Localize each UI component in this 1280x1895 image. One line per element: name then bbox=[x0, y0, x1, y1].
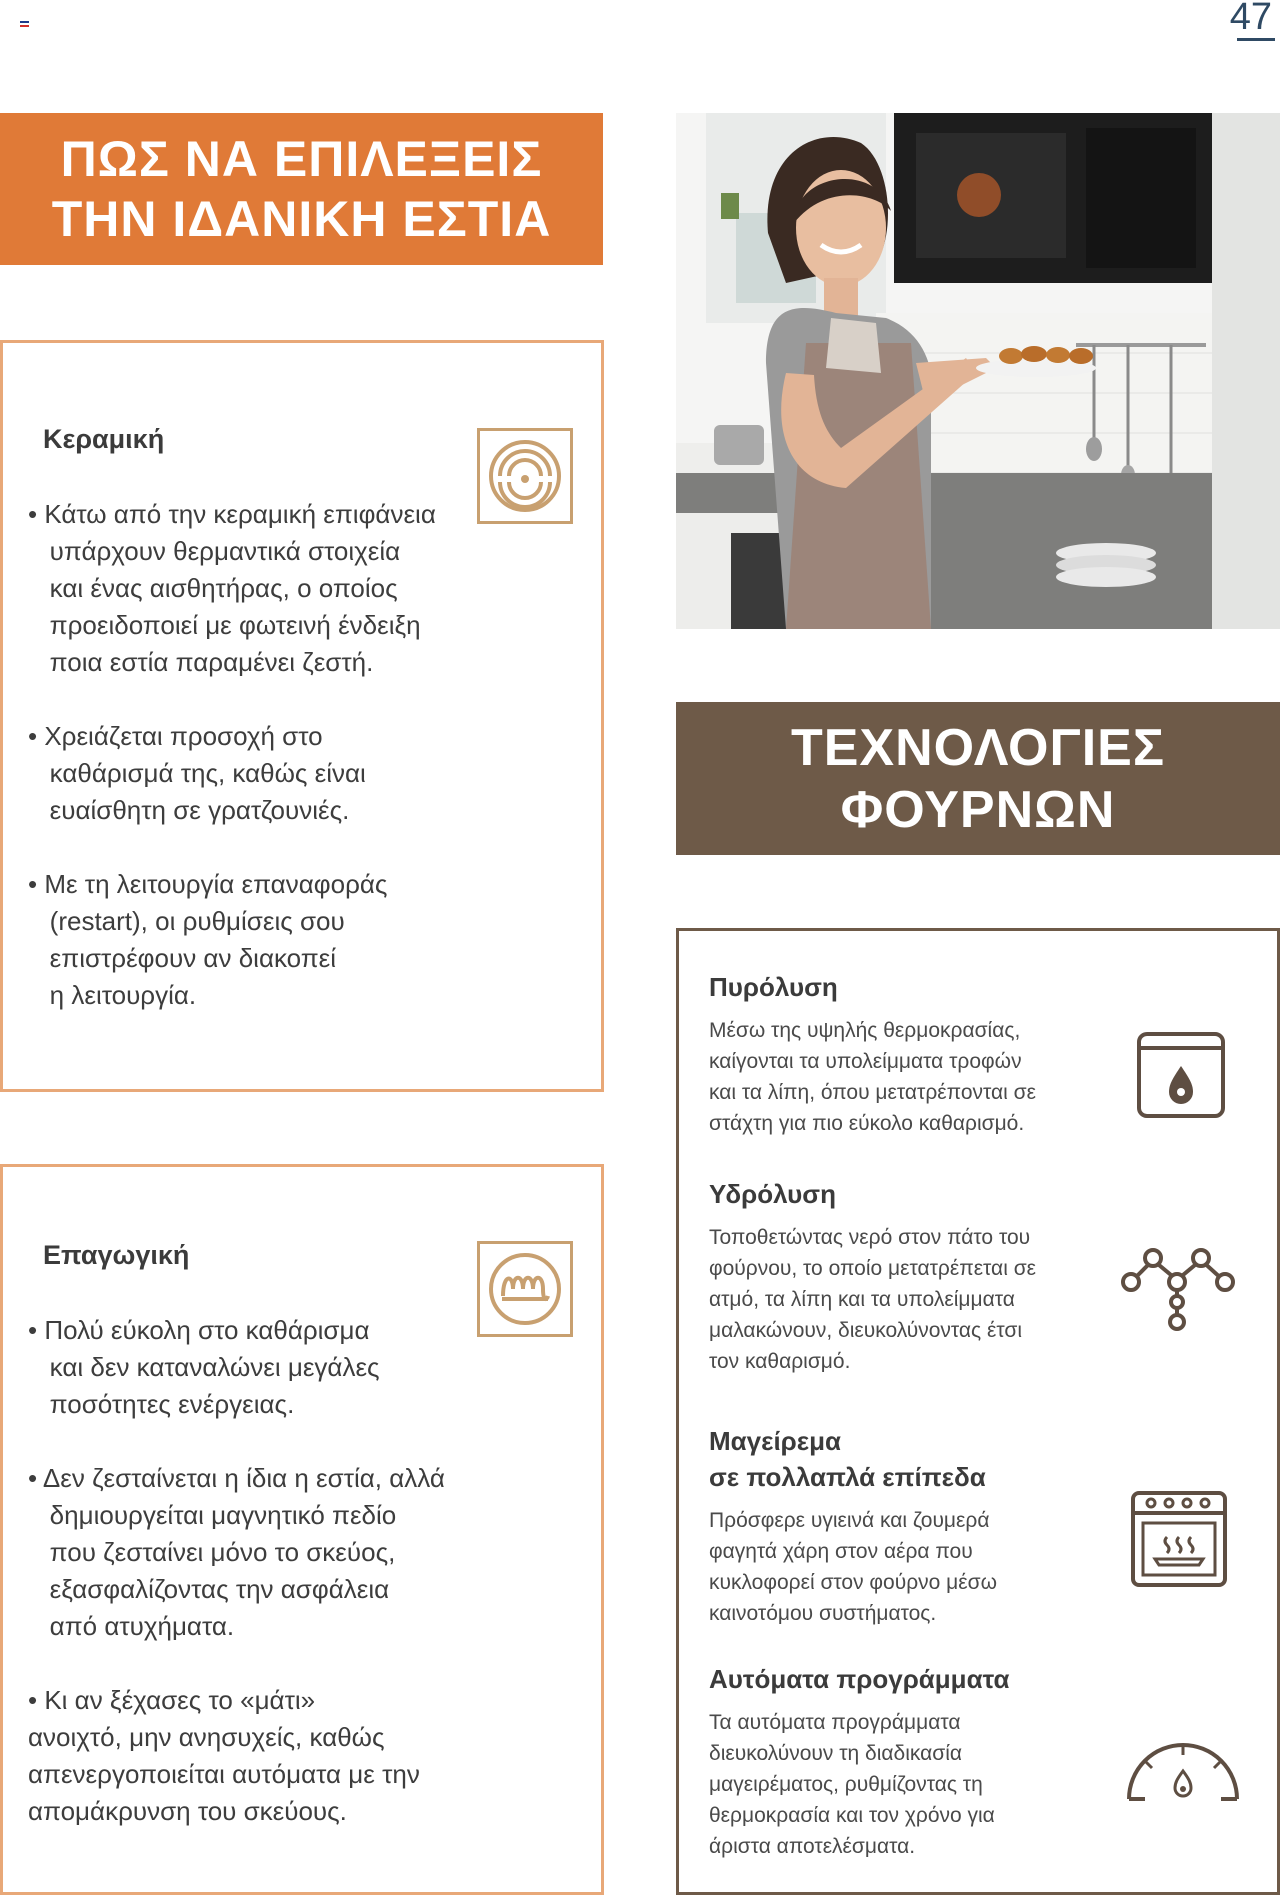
oven-flame-icon bbox=[1135, 1030, 1227, 1122]
oven-tech-card bbox=[676, 928, 1280, 1895]
oven-steam-icon bbox=[1129, 1489, 1229, 1589]
ceramic-hob-icon bbox=[477, 428, 573, 524]
hob-selection-banner bbox=[0, 113, 603, 265]
flag-icon bbox=[20, 21, 29, 28]
water-molecule-icon bbox=[1119, 1242, 1239, 1332]
banner-line-1: ΤΕΧΝΟΛΟΓΙΕΣ bbox=[790, 718, 1166, 777]
induction-title: Επαγωγική bbox=[43, 1240, 190, 1270]
banner-line-1: ΠΩΣ ΝΑ ΕΠΙΛΕΞΕΙΣ bbox=[60, 131, 543, 187]
woman-microwave-photo bbox=[676, 113, 1280, 629]
multilevel-title-line2: σε πολλαπλά επίπεδα bbox=[709, 1462, 986, 1492]
ceramic-card bbox=[0, 340, 604, 1092]
banner-line-2: ΤΗΝ ΙΔΑΝΙΚΗ ΕΣΤΙΑ bbox=[51, 191, 552, 247]
hydrolysis-body: Τοποθετώντας νερό στον πάτο του φούρνου, το οποίο μετατρέπεται σε ατμό, τα λίπη και τα υπολείμματα μαλακώνουν, διευκολύνοντας έτσι τον καθαρισμό. bbox=[709, 1226, 1037, 1373]
ceramic-bullet-1: • Κάτω από την κεραμική επιφάνεια υπάρχουν θερμαντικά στοιχεία και ένας αισθητήρας, ο οποίος προειδοποιεί με φωτεινή ένδειξη ποια εστία παραμένει ζεστή. bbox=[28, 499, 436, 677]
induction-bullet-3: • Κι αν ξέχασες το «μάτι» ανοιχτό, μην ανησυχείς, καθώς απενεργοποιείται αυτόματα με την απομάκρυνση του σκεύους. bbox=[28, 1685, 420, 1826]
auto-programs-title: Αυτόματα προγράμματα bbox=[709, 1664, 1010, 1694]
ceramic-bullet-2: • Χρειάζεται προσοχή στο καθάρισμά της, καθώς είναι ευαίσθητη σε γρατζουνιές. bbox=[28, 721, 366, 825]
banner-line-2: ΦΟΥΡΝΩΝ bbox=[840, 780, 1116, 839]
induction-card bbox=[0, 1164, 604, 1895]
multilevel-title-line1: Μαγείρεμα bbox=[709, 1426, 841, 1456]
ceramic-bullet-3: • Με τη λειτουργία επαναφοράς (restart), οι ρυθμίσεις σου επιστρέφουν αν διακοπεί η λειτουργία. bbox=[28, 869, 388, 1010]
hydrolysis-title: Υδρόλυση bbox=[709, 1179, 836, 1209]
induction-bullet-1: • Πολύ εύκολη στο καθάρισμα και δεν καταναλώνει μεγάλες ποσότητες ενέργειας. bbox=[28, 1315, 380, 1419]
page-number-underline bbox=[1237, 38, 1275, 41]
pyrolysis-body: Μέσω της υψηλής θερμοκρασίας, καίγονται τα υπολείμματα τροφών και τα λίπη, όπου μετατρέπονται σε στάχτη για πιο εύκολο καθαρισμό. bbox=[709, 1019, 1036, 1135]
induction-bullet-2: • Δεν ζεσταίνεται η ίδια η εστία, αλλά δημιουργείται μαγνητικό πεδίο που ζεσταίνει μόνο το σκεύος, εξασφαλίζοντας την ασφάλεια από ατυχήματα. bbox=[28, 1463, 445, 1641]
gauge-flame-icon bbox=[1123, 1735, 1243, 1805]
oven-tech-banner bbox=[676, 702, 1280, 855]
page-number: 47 bbox=[1229, 0, 1272, 38]
multilevel-body: Πρόσφερε υγιεινά και ζουμερά φαγητά χάρη στον αέρα που κυκλοφορεί στον φούρνο μέσω καινοτόμου συστήματος. bbox=[709, 1509, 997, 1625]
ceramic-title: Κεραμική bbox=[43, 424, 165, 454]
pyrolysis-title: Πυρόλυση bbox=[709, 972, 838, 1002]
auto-programs-body: Τα αυτόματα προγράμματα διευκολύνουν τη διαδικασία μαγειρέματος, ρυθμίζοντας τη θερμοκρασία και τον χρόνο για άριστα αποτελέσματα. bbox=[709, 1711, 995, 1858]
induction-hob-icon bbox=[477, 1241, 573, 1337]
